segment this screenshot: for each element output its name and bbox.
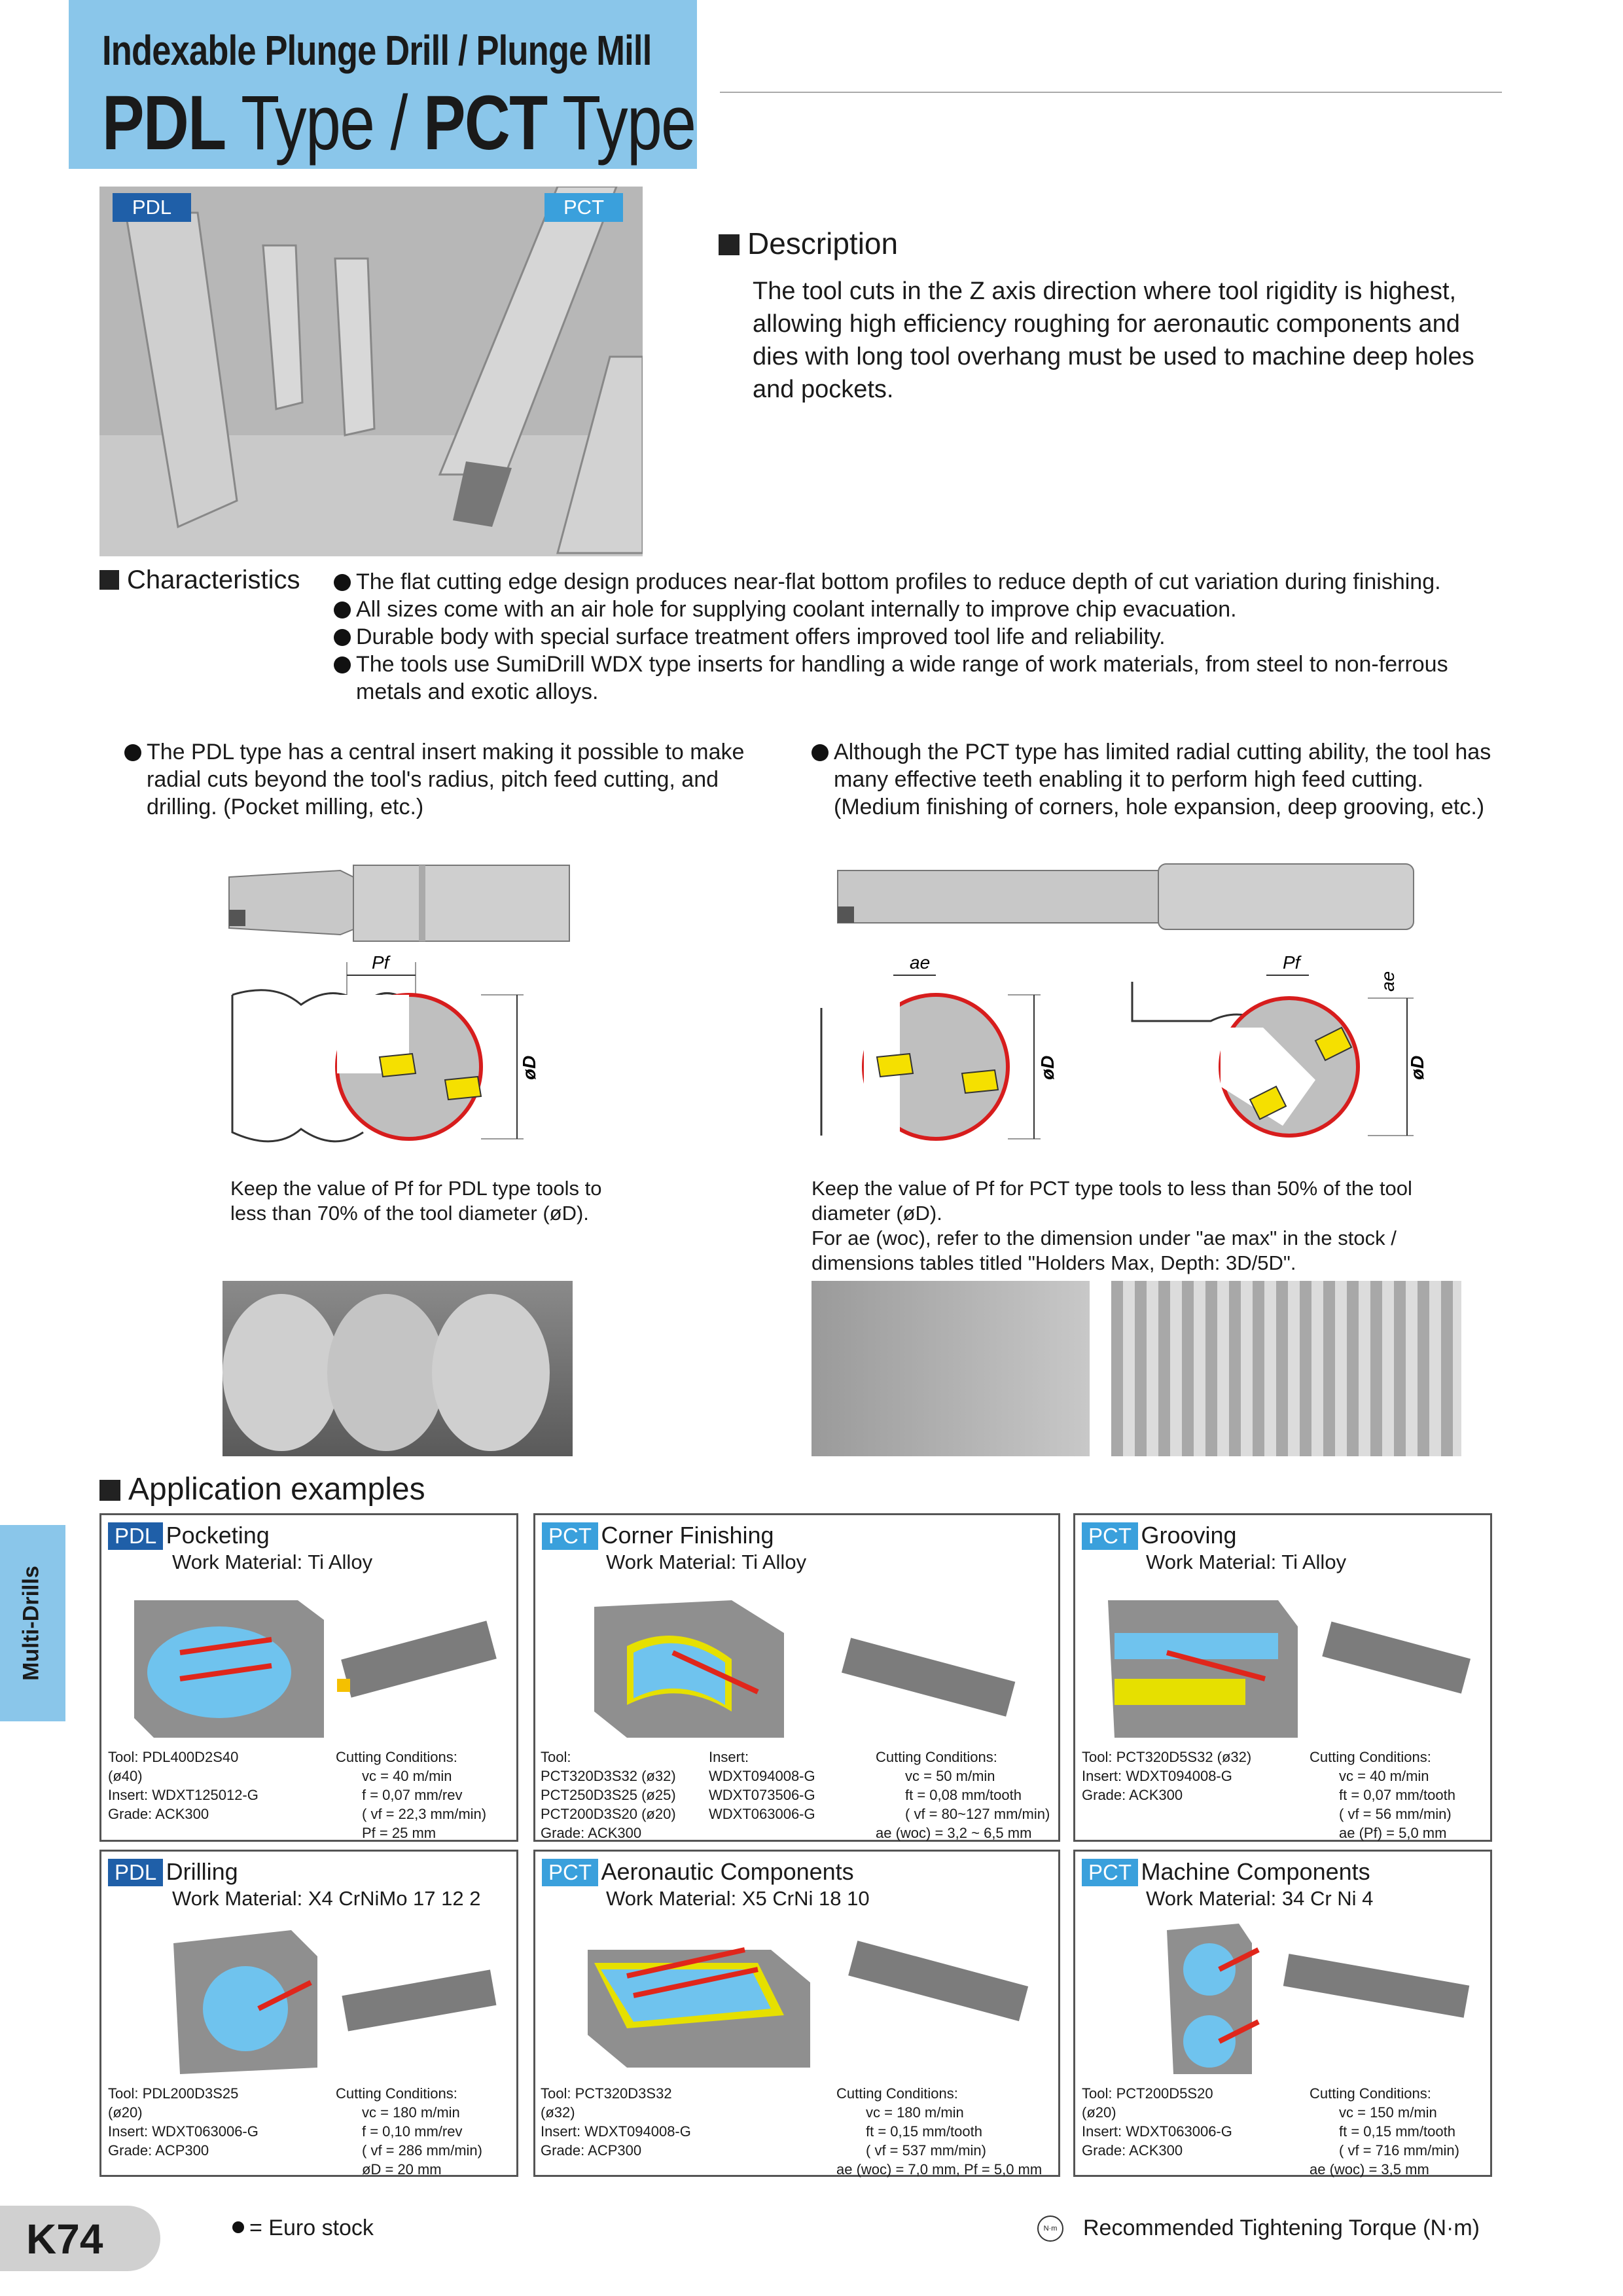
pct-groove-diagram [1119,956,1446,1165]
app-cutting-conditions: Cutting Conditions: vc = 180 m/min f = 0,10 mm/rev ( vf = 286 mm/min) øD = 20 mm [336,2085,482,2178]
description-text: The tool cuts in the Z axis direction where tool rigidity is highest, allowing high efficiency roughing for aeronautic components and dies with long tool overhang must be used to machine deep holes and pockets. [753,278,1474,403]
app-cutting-conditions: Cutting Conditions: vc = 50 m/min ft = 0,08 mm/tooth ( vf = 80~127 mm/min) ae (woc) = 3,2 ~ 6,5 mm [876,1749,1050,1841]
application-box [533,1850,1060,2177]
app-cutting-conditions: Cutting Conditions: vc = 40 m/min f = 0,07 mm/rev ( vf = 22,3 mm/min) Pf = 25 mm [336,1749,487,1841]
pdl-tool-drawing [223,857,576,942]
svg-text:øD: øD [1037,1055,1058,1080]
pdl-caption: Keep the value of Pf for PDL type tools to less than 70% of the tool diameter (øD). [230,1177,602,1225]
pdl-cut-diagram [223,956,563,1165]
page-title: PDL Type / PCT Type [102,80,696,166]
app-illustration [1160,1917,1481,2081]
app-tool-spec: Tool: PCT200D5S20 (ø20) Insert: WDXT063006-G Grade: ACK300 [1082,2085,1232,2159]
page-number-tab [0,2206,160,2271]
app-cutting-conditions: Cutting Conditions: vc = 150 m/min ft = 0,15 mm/tooth ( vf = 716 mm/min) ae (woc) = 3,5 mm [1310,2085,1459,2178]
app-tag: PDL [108,1859,163,1886]
app-material: Work Material: Ti Alloy [1146,1551,1347,1573]
app-tool-spec: Tool: PCT320D3S32 (ø32) Insert: WDXT094008-G Grade: ACP300 [541,2085,691,2159]
app-illustration [167,1924,507,2081]
app-tag: PCT [542,1522,598,1550]
svg-text:ae: ae [1378,971,1398,992]
section-square-icon [719,234,740,255]
hero-label-pct: PCT [544,193,623,222]
app-cutting-conditions: Cutting Conditions: vc = 40 m/min ft = 0,07 mm/tooth ( vf = 56 mm/min) ae (Pf) = 5,0 mm [1310,1749,1455,1841]
app-title: Machine Components [1141,1858,1370,1885]
svg-text:øD: øD [1407,1055,1427,1080]
pct-caption: Keep the value of Pf for PCT type tools to less than 50% of the tool diameter (øD). For ae (woc), refer to the dimension under "ae max" in the stock / dimensions tables titled "Holders Max, Depth: 3D/5D". [812,1177,1412,1274]
pct-corner-photo [812,1281,1090,1456]
app-title: Pocketing [166,1522,270,1549]
app-title: Grooving [1141,1522,1237,1549]
app-tag: PDL [108,1522,163,1550]
applications-heading: Application examples [99,1471,425,1507]
pct-tool-drawing [831,861,1420,933]
app-tag: PCT [1082,1522,1138,1550]
app-illustration [1101,1581,1481,1744]
pdl-pocket-photo [223,1281,573,1456]
app-cutting-conditions: Cutting Conditions: vc = 180 m/min ft = 0,15 mm/tooth ( vf = 537 mm/min) ae (woc) = 7,0 mm, Pf = 5,0 mm [836,2085,1043,2178]
application-box [99,1513,518,1842]
app-illustration [588,1581,1046,1744]
app-material: Work Material: Ti Alloy [172,1551,373,1573]
application-box [1073,1850,1492,2177]
app-illustration [128,1581,507,1744]
characteristic-item: The flat cutting edge design produces near-flat bottom profiles to reduce depth of cut variation during finishing. [334,568,1499,596]
pct-corner-diagram [812,956,1060,1165]
app-tool-spec: Tool: PDL200D3S25 (ø20) Insert: WDXT063006-G Grade: ACP300 [108,2085,259,2159]
app-illustration [575,1924,1046,2081]
app-material: Work Material: X4 CrNiMo 17 12 2 [172,1887,481,1910]
section-square-icon [99,570,119,590]
application-box [1073,1513,1492,1842]
app-tool-spec: Tool: PCT320D3S32 (ø32) PCT250D3S25 (ø25) PCT200D3S20 (ø20) Grade: ACK300 [541,1749,676,1841]
app-tag: PCT [542,1859,598,1886]
app-material: Work Material: X5 CrNi 18 10 [606,1887,870,1910]
app-tag: PCT [1082,1859,1138,1886]
tools-photo-illustration [99,187,643,556]
pf-label: Pf [372,956,389,973]
svg-text:ae: ae [910,956,931,973]
page-subtitle: Indexable Plunge Drill / Plunge Mill [102,27,652,74]
app-tool-spec: Tool: PCT320D5S32 (ø32) Insert: WDXT094008-G Grade: ACK300 [1082,1749,1252,1803]
hero-photo [99,187,643,556]
characteristic-item: Durable body with special surface treatment offers improved tool life and reliability. [334,623,1499,651]
torque-icon: N·m [1037,2215,1063,2242]
app-title: Corner Finishing [601,1522,774,1549]
pct-groove-photo [1111,1281,1461,1456]
euro-stock-legend: = Euro stock [232,2215,374,2241]
pct-note: Although the PCT type has limited radial cutting ability, the tool has many effective teeth enabling it to perform high feed cutting. (Medium finishing of corners, hole expansion, deep grooving, etc.) [812,738,1499,821]
app-title: Aeronautic Components [601,1858,854,1885]
characteristics-list [334,568,1499,706]
euro-stock-bullet-icon [232,2221,244,2233]
hero-label-pdl: PDL [113,193,191,222]
torque-legend: Recommended Tightening Torque (N·m) [1083,2215,1480,2240]
characteristics-heading: Characteristics [99,565,300,595]
section-square-icon [99,1480,120,1501]
side-tab-label: Multi-Drills [18,1566,44,1681]
page-number: K74 [26,2215,103,2263]
pdl-note: The PDL type has a central insert making it possible to make radial cuts beyond the tool's radius, pitch feed cutting, and drilling. (Pocket milling, etc.) [124,738,753,821]
app-title: Drilling [166,1858,238,1885]
header-rule [720,92,1502,93]
od-label: øD [519,1055,539,1080]
application-box [533,1513,1060,1842]
svg-text:Pf: Pf [1283,956,1300,973]
characteristic-item: All sizes come with an air hole for supplying coolant internally to improve chip evacuation. [334,596,1499,623]
app-material: Work Material: 34 Cr Ni 4 [1146,1887,1374,1910]
application-box [99,1850,518,2177]
app-tool-spec: Tool: PDL400D2S40 (ø40) Insert: WDXT125012-G Grade: ACK300 [108,1749,259,1822]
app-material: Work Material: Ti Alloy [606,1551,807,1573]
characteristic-item: The tools use SumiDrill WDX type inserts for handling a wide range of work materials, from steel to non-ferrous metals and exotic alloys. [334,651,1499,706]
app-insert-spec: Insert: WDXT094008-G WDXT073506-G WDXT063006-G [709,1749,815,1822]
description-heading: Description [719,226,898,261]
